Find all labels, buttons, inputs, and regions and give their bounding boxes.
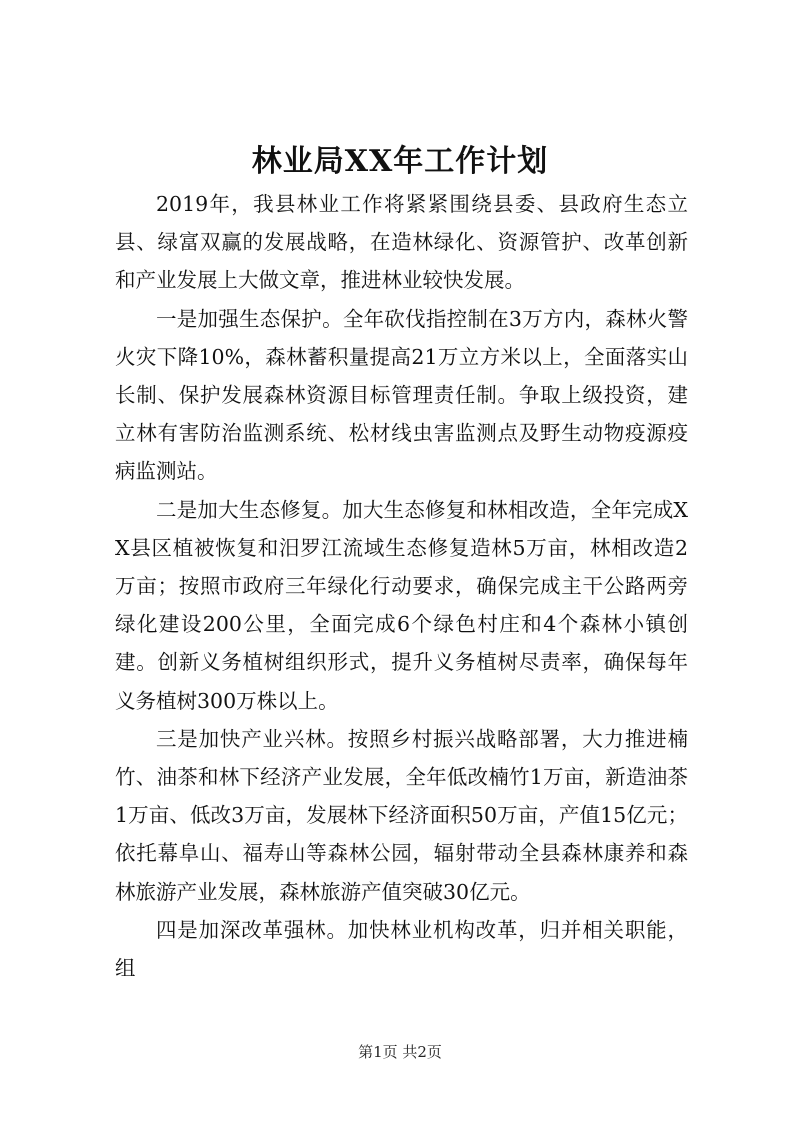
page-number-footer: 第1页 共2页 [358,1043,442,1061]
document-title: 林业局XX年工作计划 [251,144,549,179]
paragraph-industry-forestry: 三是加快产业兴林。按照乡村振兴战略部署，大力推进楠竹、油茶和林下经济产业发展，全年低改楠竹1万亩，新造油茶1万亩、低改3万亩，发展林下经济面积50万亩，产值15亿元；依托幕阜山、福寿山等森林公园，辐射带动全县森林康养和森林旅游产业发展，森林旅游产值突破30亿元。 [115,726,688,904]
paragraph-intro: 2019年，我县林业工作将紧紧围绕县委、县政府生态立县、绿富双赢的发展战略，在造林绿化、资源管护、改革创新和产业发展上大做文章，推进林业较快发展。 [115,192,688,293]
paragraph-ecological-protection: 一是加强生态保护。全年砍伐指控制在3万方内，森林火警火灾下降10%，森林蓄积量提高21万立方米以上，全面落实山长制、保护发展森林资源目标管理责任制。争取上级投资，建立林有害防治监测系统、松材线虫害监测点及野生动物疫源疫病监测站。 [115,306,688,484]
paragraph-ecological-restoration: 二是加大生态修复。加大生态修复和林相改造，全年完成XX县区植被恢复和汨罗江流域生态修复造林5万亩，林相改造2万亩；按照市政府三年绿化行动要求，确保完成主干公路两旁绿化建设200公里，全面完成6个绿色村庄和4个森林小镇创建。创新义务植树组织形式，提升义务植树尽责率，确保每年义务植树300万株以上。 [115,497,688,713]
document-body [115,185,688,987]
paragraph-reform-forestry: 四是加深改革强林。加快林业机构改革，归并相关职能，组 [115,917,688,981]
